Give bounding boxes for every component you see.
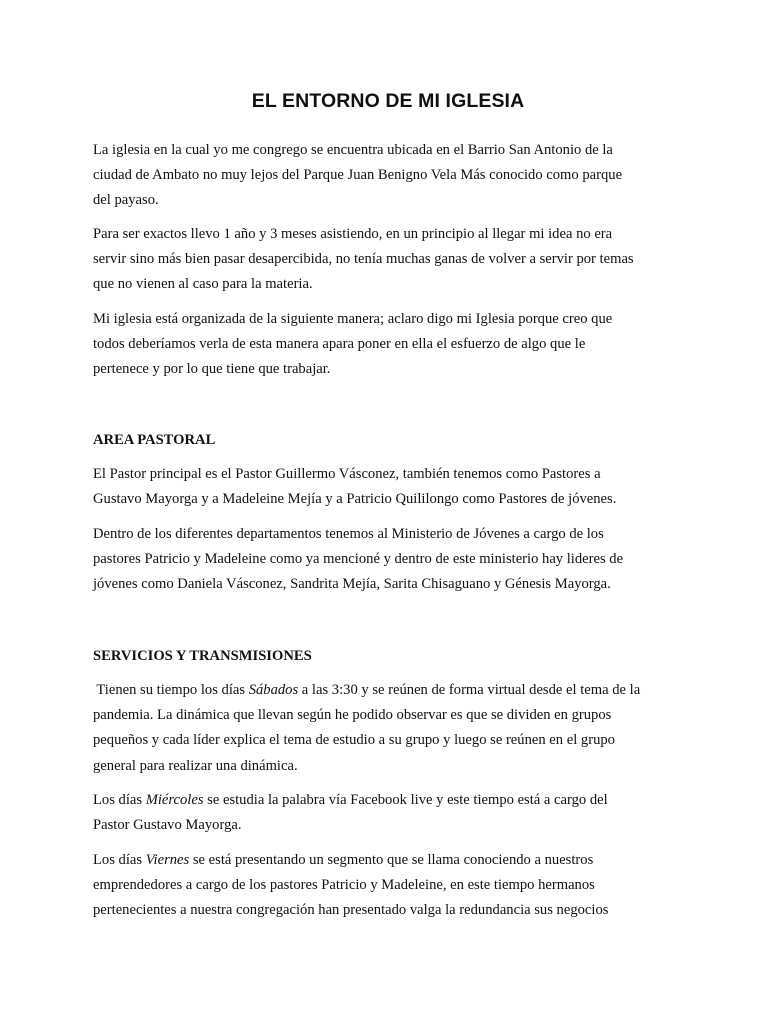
text-line [93,788,683,813]
text-line: Mi iglesia está organizada de la siguiente manera; aclaro digo mi Iglesia porque creo que [93,311,613,327]
text-line: emprendedores a cargo de los pastores Patricio y Madeleine, en este tiempo hermanos [93,877,595,894]
text-line: ciudad de Ambato no muy lejos del Parque Juan Benigno Vela Más conocido como parque [93,167,623,184]
text-segment: Los días [93,792,146,808]
text-line: jóvenes como Daniela Vásconez, Sandrita Mejía, Sarita Chisaguano y Génesis Mayorga. [93,576,611,593]
text-segment: Tienen su tiempo los días [93,682,249,698]
text-line: todos deberíamos verla de esta manera apara poner en ella el esfuerzo de algo que le [93,336,586,353]
text-line: que no vienen al caso para la materia. [93,276,313,293]
text-segment: a las 3:30 y se reúnen de forma virtual desde el tema de la [298,682,641,698]
text-segment: se estudia la palabra vía Facebook live y este tiempo está a cargo del [203,792,608,808]
area-pastoral-paragraph-2 [93,522,683,598]
text-segment: Los días [93,852,146,868]
text-line: pequeños y cada líder explica el tema de estudio a su grupo y luego se reúnen en el grupo [93,732,615,749]
page-title: EL ENTORNO DE MI IGLESIA [251,90,525,112]
text-line: pertenecientes a nuestra congregación han presentado valga la redundancia sus negocios [93,902,609,919]
text-line: pertenece y por lo que tiene que trabajar. [93,361,331,378]
text-line [93,678,683,703]
text-segment: se está presentando un segmento que se llama conociendo a nuestros [189,852,594,868]
text-line: pastores Patricio y Madeleine como ya mencioné y dentro de este ministerio hay lideres de [93,551,624,568]
text-line: El Pastor principal es el Pastor Guillermo Vásconez, también tenemos como Pastores a [93,466,601,482]
text-line: Dentro de los diferentes departamentos tenemos al Ministerio de Jóvenes a cargo de los [93,526,604,542]
emphasis-day: Sábados [248,682,299,698]
emphasis-day: Viernes [145,852,190,868]
text-line: La iglesia en la cual yo me congrego se encuentra ubicada en el Barrio San Antonio de la [93,142,613,158]
servicios-paragraph-2 [93,788,683,838]
servicios-paragraph-3 [93,848,683,924]
intro-paragraph-2 [93,222,683,298]
text-line: Gustavo Mayorga y a Madeleine Mejía y a Patricio Quililongo como Pastores de jóvenes. [93,491,617,508]
text-line: Pastor Gustavo Mayorga. [93,817,242,834]
emphasis-day: Miércoles [145,792,204,808]
text-line [93,848,683,873]
intro-paragraph-1 [93,138,683,214]
text-line: pandemia. La dinámica que llevan según he podido observar es que se dividen en grupos [93,707,612,724]
section-heading-servicios: SERVICIOS Y TRANSMISIONES [93,648,312,664]
area-pastoral-paragraph-1 [93,462,683,512]
text-line: general para realizar una dinámica. [93,757,298,774]
text-line: Para ser exactos llevo 1 año y 3 meses asistiendo, en un principio al llegar mi idea no era [93,226,613,242]
section-heading-area-pastoral: AREA PASTORAL [93,432,216,448]
intro-paragraph-3 [93,307,683,383]
text-line: del payaso. [93,192,159,209]
text-line: servir sino más bien pasar desapercibida, no tenía muchas ganas de volver a servir por temas [93,251,634,268]
servicios-paragraph-1 [93,678,683,779]
